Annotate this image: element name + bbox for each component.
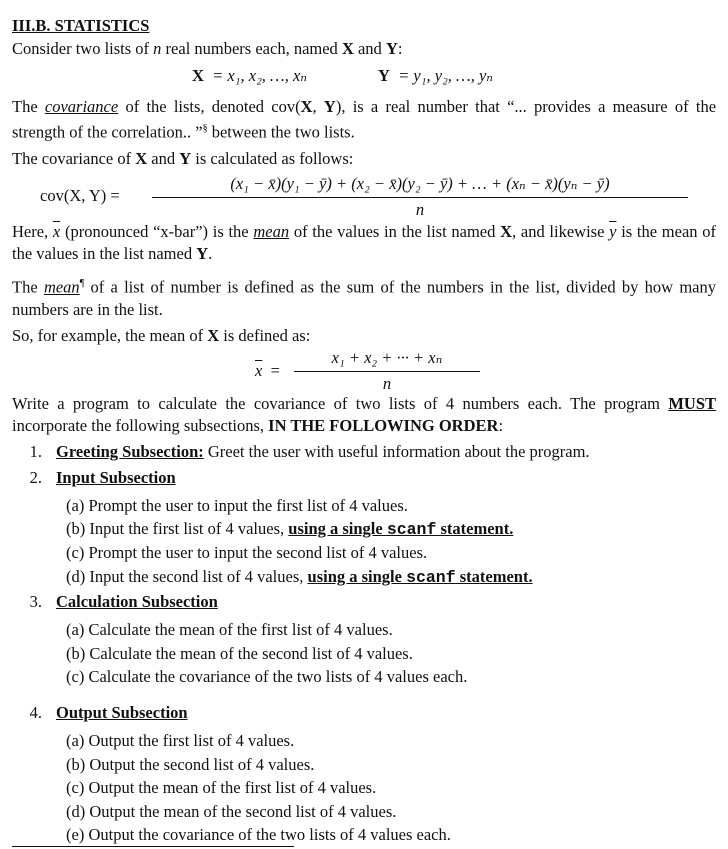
list-number: 1. bbox=[29, 442, 42, 461]
cov-equation-numerator: (x₁ − x̄)(y₁ − ȳ) + (x₂ − x̄)(y₂ − ȳ) + … + (xₙ − x̄)(yₙ − ȳ) bbox=[230, 174, 610, 193]
list-y-equation: Y = y₁, y₂, …, yₙ bbox=[378, 66, 493, 85]
cov-equation-lhs: cov(X, Y) = bbox=[40, 186, 120, 205]
mean-fraction-bar bbox=[294, 371, 480, 372]
list-x-equation: X = x₁, x₂, …, xₙ bbox=[192, 66, 307, 85]
list-item: (b) Output the second list of 4 values. bbox=[66, 755, 315, 774]
mean-paragraph: The mean¶ of a list of number is defined as the sum of the numbers in the list, divided by how many numbers are in the list. bbox=[12, 277, 716, 319]
cov-fraction-bar bbox=[152, 197, 688, 198]
list-number: 4. bbox=[29, 703, 42, 722]
intro-line: Consider two lists of n real numbers each, named X and Y: bbox=[12, 39, 403, 58]
example-paragraph: So, for example, the mean of X is defined as: bbox=[12, 326, 311, 345]
list-item: (b) Input the first list of 4 values, using a single scanf statement. bbox=[66, 519, 514, 539]
list-item: (c) Calculate the covariance of the two lists of 4 values each. bbox=[66, 667, 468, 686]
mean-equation-denominator: n bbox=[382, 374, 392, 393]
mean-equation-lhs: $\overline{x}$ = bbox=[255, 361, 280, 380]
list-item: (a) Prompt the user to input the first list of 4 values. bbox=[66, 496, 408, 515]
list-item: (d) Output the mean of the second list of 4 values. bbox=[66, 802, 397, 821]
list-item: (a) Calculate the mean of the first list of 4 values. bbox=[66, 620, 393, 639]
section-heading: III.B. STATISTICS bbox=[12, 16, 150, 35]
document-page: III.B. STATISTICS Consider two lists of n real numbers each, named X and Y: X = x₁, x₂, …, xₙ Y = y₁, y₂, …, yₙ The covariance of the lists, denoted cov(X, Y), is a real number that “... provides a measure of the strength of the correlation.. ”§ between the two lists. The covariance of X and Y is calculated as follows: cov(X, Y) = (x₁ − x̄)(y₁ − ȳ) + (x₂ − x̄)(y₂ − ȳ) + … + (xₙ − x̄)(yₙ − ȳ) n Here, $\overline{x}$ (pronounced “x-bar”) is the mean of the values in the list named X, and likewise $\overline{y}$ is the mean of the values in the list named Y. The mean¶ of a list of number is defined as the sum of the numbers in the list, divided by how many numbers are in the list. So, for example, the mean of X is defined as: $\overline{x}$ = x₁ + x₂ + ··· + xₙ n Write a program to calculate the covariance of two lists of 4 numbers each. The program MUST incorporate the following subsections, IN THE FOLLOWING ORDER: 1. Greeting Subsection: Greet the user with useful information about the program. 2. Input Subsection (a) Prompt the user to input the first list of 4 values. (b) Input the first list of 4 values, using a single scanf statement. (c) Prompt the user to input the second list of 4 values. (d) Input the second list of 4 values, using a single scanf statement. 3. Calculation Subsection (a) Calculate the mean of the first list of 4 values. (b) Calculate the mean of the second list of 4 values. (c) Calculate the covariance of the two lists of 4 values each. 4. Output Subsection (a) Output the first list of 4 values. (b) Output the second list of 4 values. (c) Output the mean of the first list of 4 values. (d) Output the mean of the second list of 4 values. (e) Output the covariance of the two lists of 4 values each. bbox=[0, 0, 728, 849]
list-item: (d) Input the second list of 4 values, using a single scanf statement. bbox=[66, 567, 533, 587]
footnote-rule bbox=[12, 846, 294, 847]
list-item: (a) Output the first list of 4 values. bbox=[66, 731, 295, 750]
covariance-paragraph: The covariance of the lists, denoted cov(X, Y), is a real number that “... provides a measure of the strength of the correlation.. ”§ between the two lists. bbox=[12, 97, 717, 142]
calc-paragraph: The covariance of X and Y is calculated as follows: bbox=[12, 149, 354, 168]
mean-equation-numerator: x₁ + x₂ + ··· + xₙ bbox=[331, 348, 443, 367]
list-item: (c) Output the mean of the first list of 4 values. bbox=[66, 778, 377, 797]
list-number: 3. bbox=[29, 592, 42, 611]
list-item: (c) Prompt the user to input the second list of 4 values. bbox=[66, 543, 428, 562]
list-item: (b) Calculate the mean of the second list of 4 values. bbox=[66, 644, 413, 663]
cov-equation-denominator: n bbox=[415, 200, 425, 219]
task-paragraph: Write a program to calculate the covariance of two lists of 4 numbers each. The program MUST incorporate the following subsections, IN THE FOLLOWING ORDER: bbox=[12, 394, 716, 435]
list-number: 2. bbox=[29, 468, 42, 487]
list-item: (e) Output the covariance of the two lists of 4 values each. bbox=[66, 825, 451, 844]
here-paragraph: Here, $\overline{x}$ (pronounced “x-bar”) is the mean of the values in the list named X, and likewise $\overline{y}$ is the mean of the values in the list named Y. bbox=[12, 222, 717, 263]
